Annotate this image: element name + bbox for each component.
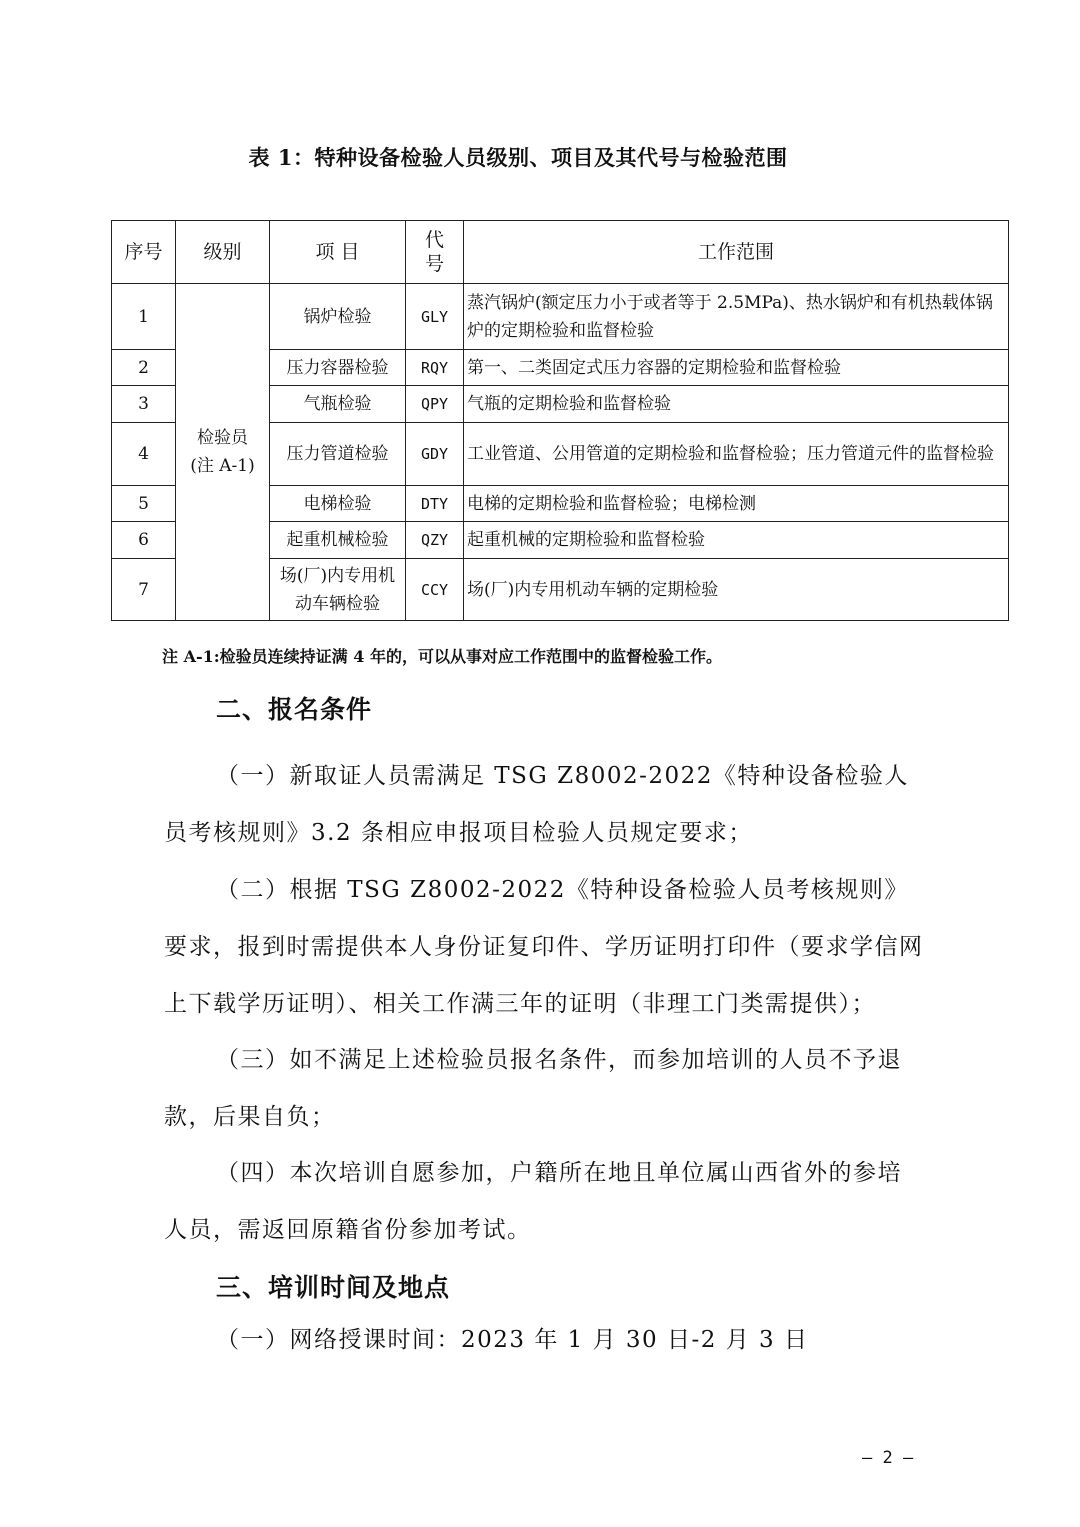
row-seq: 1 bbox=[112, 284, 176, 350]
paragraph-registration-3: （三）如不满足上述检验员报名条件，而参加培训的人员不予退款，后果自负； bbox=[164, 1047, 902, 1130]
header-seq: 序号 bbox=[112, 221, 176, 284]
level-note: (注 A-1) bbox=[190, 456, 255, 476]
row-seq: 7 bbox=[112, 559, 176, 621]
level-label: 检验员 bbox=[197, 428, 248, 448]
inspection-scope-table bbox=[111, 220, 1009, 621]
row-seq: 4 bbox=[112, 423, 176, 486]
header-code-line1: 代 bbox=[424, 229, 444, 251]
paragraph-registration-4: （四）本次培训自愿参加，户籍所在地且单位属山西省外的参培人员，需返回原籍省份参加考试。 bbox=[164, 1160, 902, 1243]
row-seq: 6 bbox=[112, 522, 176, 559]
row-item: 场(厂)内专用机动车辆检验 bbox=[270, 559, 406, 621]
row-code: QZY bbox=[406, 522, 464, 559]
table-title: 表 1：特种设备检验人员级别、项目及其代号与检验范围 bbox=[248, 145, 788, 170]
paragraph-registration-1: （一）新取证人员需满足 TSG Z8002-2022《特种设备检验人员考核规则》3.2 条相应申报项目检验人员规定要求； bbox=[164, 763, 909, 846]
row-item: 气瓶检验 bbox=[270, 386, 406, 423]
row-code: GDY bbox=[406, 423, 464, 486]
row-scope: 电梯的定期检验和监督检验；电梯检测 bbox=[464, 486, 1009, 522]
row-scope: 第一、二类固定式压力容器的定期检验和监督检验 bbox=[464, 350, 1009, 386]
row-scope: 工业管道、公用管道的定期检验和监督检验；压力管道元件的监督检验 bbox=[464, 423, 1009, 486]
table-note: 注 A-1:检验员连续持证满 4 年的，可以从事对应工作范围中的监督检验工作。 bbox=[162, 647, 722, 666]
row-item: 起重机械检验 bbox=[270, 522, 406, 559]
row-seq: 2 bbox=[112, 350, 176, 386]
row-item: 锅炉检验 bbox=[270, 284, 406, 350]
row-scope: 气瓶的定期检验和监督检验 bbox=[464, 386, 1009, 423]
page-number: — 2 — bbox=[862, 1448, 914, 1468]
row-seq: 5 bbox=[112, 486, 176, 522]
level-cell bbox=[176, 284, 270, 621]
header-level: 级别 bbox=[176, 221, 270, 284]
header-scope: 工作范围 bbox=[464, 221, 1009, 284]
row-item: 电梯检验 bbox=[270, 486, 406, 522]
section-heading-time-location: 三、培训时间及地点 bbox=[216, 1273, 451, 1302]
row-scope: 蒸汽锅炉(额定压力小于或者等于 2.5MPa)、热水锅炉和有机热载体锅炉的定期检验和监督检验 bbox=[464, 284, 1009, 350]
row-seq: 3 bbox=[112, 386, 176, 423]
paragraph-time-location-1: （一）网络授课时间：2023 年 1 月 30 日-2 月 3 日 bbox=[216, 1327, 809, 1353]
table-row bbox=[112, 284, 1009, 350]
header-item: 项 目 bbox=[270, 221, 406, 284]
row-code: RQY bbox=[406, 350, 464, 386]
row-scope: 场(厂)内专用机动车辆的定期检验 bbox=[464, 559, 1009, 621]
header-code-line2: 号 bbox=[424, 253, 444, 275]
row-code: DTY bbox=[406, 486, 464, 522]
row-item: 压力管道检验 bbox=[270, 423, 406, 486]
row-code: CCY bbox=[406, 559, 464, 621]
table-header-row bbox=[112, 221, 1009, 284]
section-heading-registration: 二、报名条件 bbox=[216, 695, 373, 724]
paragraph-registration-2: （二）根据 TSG Z8002-2022《特种设备检验人员考核规则》要求，报到时需提供本人身份证复印件、学历证明打印件（要求学信网上下载学历证明）、相关工作满三年的证明（非理工门类需提供）； bbox=[164, 877, 924, 1017]
row-item: 压力容器检验 bbox=[270, 350, 406, 386]
row-code: QPY bbox=[406, 386, 464, 423]
row-code: GLY bbox=[406, 284, 464, 350]
header-code bbox=[406, 221, 464, 284]
row-scope: 起重机械的定期检验和监督检验 bbox=[464, 522, 1009, 559]
